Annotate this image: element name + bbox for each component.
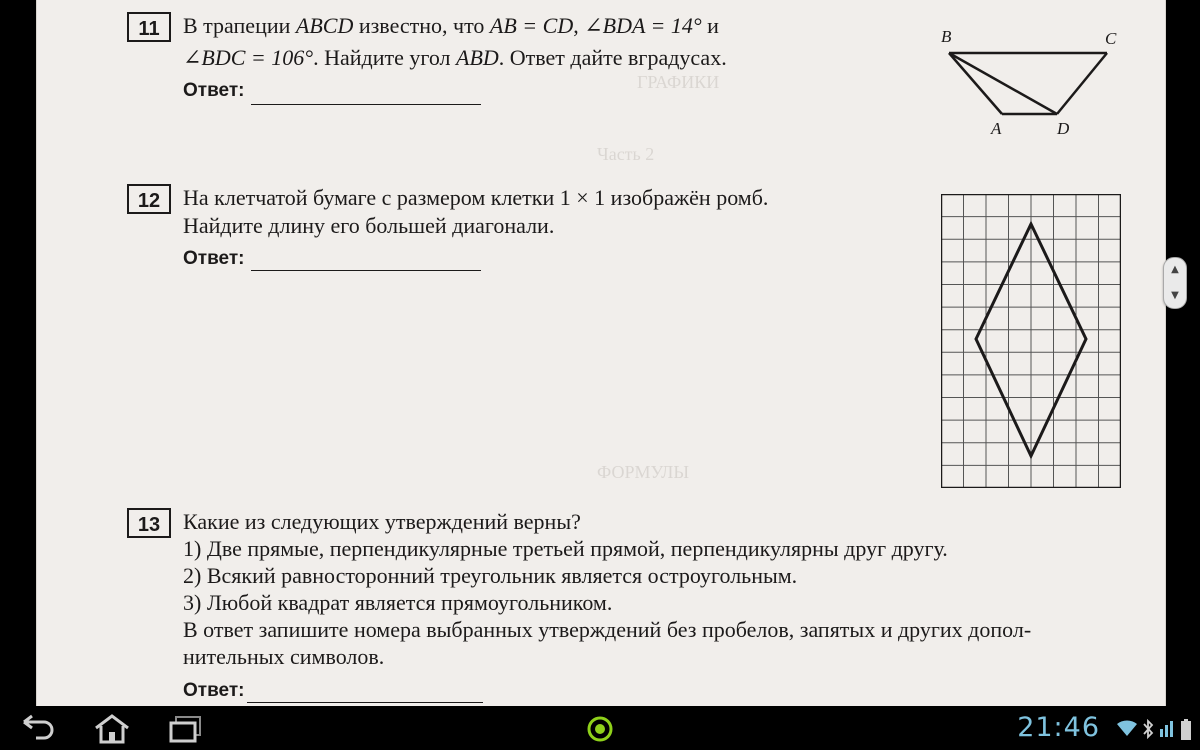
clock[interactable]: 21:46 [1017,712,1100,743]
answer-label: Ответ: [183,80,245,101]
trapezoid-figure [917,22,1157,147]
system-navigation-bar [0,706,1200,750]
ghost-text-3: ФОРМУЛЫ [597,462,690,482]
answer-field[interactable] [251,270,481,271]
wifi-icon [1116,719,1138,737]
ghost-text-2: Часть 2 [597,144,655,164]
task-text-line-2: 1) Две прямые, перпендикулярные третьей прямой, перпендикулярны друг другу. [183,536,948,561]
task-number: 12 [127,184,171,214]
bluetooth-icon [1142,719,1154,739]
scroll-up-icon[interactable]: ▲ [1171,264,1179,275]
side-ab [949,53,1002,114]
task-text-line-1: На клетчатой бумаге с размером клетки 1 × 1 изображён ромб. [183,185,769,210]
task-text-line-1: Какие из следующих утверждений верны? [183,509,581,534]
task-number: 11 [127,12,171,42]
app-notification-icon[interactable] [585,714,615,744]
task-text-line-1: В трапеции ABCD известно, что AB = CD, ∠BDA = 14° и [183,13,719,38]
grid-rhombus-figure [941,194,1121,488]
grid [941,194,1121,488]
task-text-line-2: ∠BDC = 106°. Найдите угол ABD. Ответ дайте вградусах. [183,45,727,70]
recent-apps-icon[interactable] [166,714,206,744]
home-icon[interactable] [92,714,132,744]
answer-label: Ответ: [183,680,245,701]
vertex-label-b: B [941,27,952,46]
signal-icon [1160,719,1174,739]
scroll-down-icon[interactable]: ▼ [1171,290,1179,301]
answer-label: Ответ: [183,248,245,269]
task-text-line-4: 3) Любой квадрат является прямоугольником. [183,590,613,615]
answer-field[interactable] [247,702,483,703]
task-text-line-3: 2) Всякий равносторонний треугольник является остроугольным. [183,563,798,588]
battery-icon [1180,719,1192,741]
diagonal-bd [949,53,1057,114]
task-number: 13 [127,508,171,538]
vertex-label-a: A [991,119,1002,138]
document-page [36,0,1166,706]
task-text-line-2: Найдите длину его большей диагонали. [183,213,555,238]
back-icon[interactable] [18,714,58,742]
ghost-text-1: ГРАФИКИ [637,72,720,92]
answer-field[interactable] [251,104,481,105]
task-text-line-6: нительных символов. [183,644,385,669]
vertex-label-c: C [1105,29,1117,48]
vertex-label-d: D [1057,119,1070,138]
side-cd [1057,53,1107,114]
zoom-scroll-control[interactable] [1163,257,1187,309]
task-text-line-5: В ответ запишите номера выбранных утверждений без пробелов, запятых и других допол- [183,617,1032,642]
